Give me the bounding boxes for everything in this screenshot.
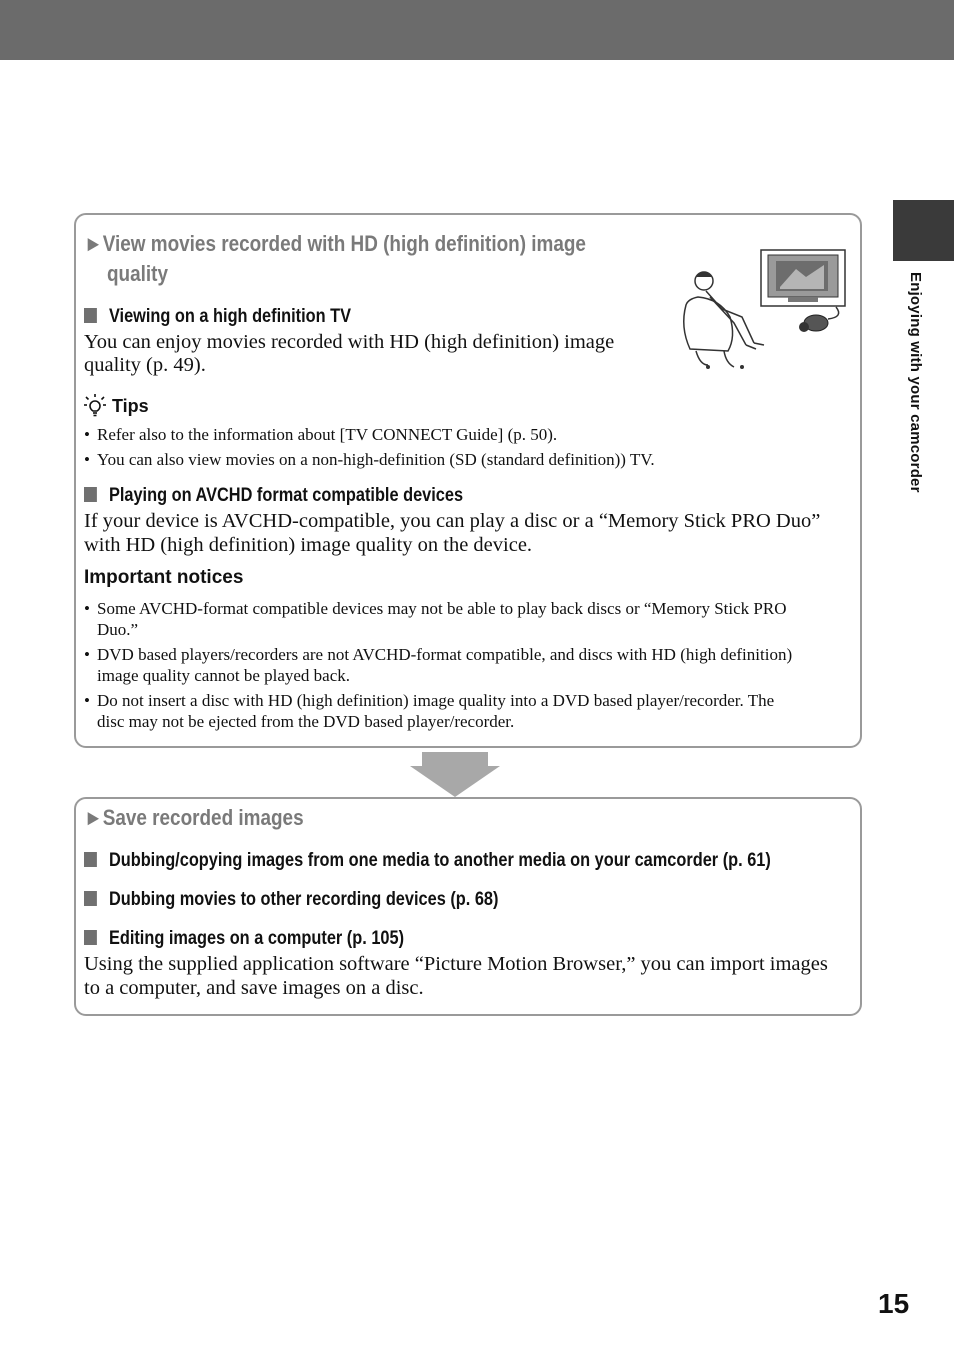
play-triangle-icon: ►: [84, 231, 103, 256]
save-item-editing-computer: Editing images on a computer (p. 105): [84, 927, 404, 951]
save-item-dubbing-movies: Dubbing movies to other recording devices (p. 68): [84, 888, 498, 912]
save-item-dubbing-copying: Dubbing/copying images from one media to another media on your camcorder (p. 61): [84, 849, 771, 873]
tip-item: • Refer also to the information about [TV CONNECT Guide] (p. 50).: [84, 424, 655, 445]
save-heading: ►Save recorded images: [84, 805, 304, 830]
viewing-hd-tv-text-line2: quality (p. 49).: [84, 354, 206, 376]
save-desc-line1: Using the supplied application software “Picture Motion Browser,” you can import images: [84, 953, 828, 975]
tips-header: Tips: [84, 394, 149, 418]
notice-item: • DVD based players/recorders are not AVCHD-format compatible, and discs with HD (high definition) image quality cannot be played back.: [84, 644, 792, 686]
person-watching-tv-illustration: [676, 247, 854, 375]
hd-heading-line2: quality: [107, 261, 168, 286]
important-notices-list: [84, 598, 792, 732]
save-desc-line2: to a computer, and save images on a disc.: [84, 977, 424, 999]
play-triangle-icon: ►: [84, 805, 103, 830]
square-bullet-icon: [84, 930, 97, 945]
lightbulb-icon: [84, 394, 106, 418]
top-bar: [0, 0, 954, 60]
down-arrow-icon: [410, 752, 500, 797]
hd-heading-line1: ►View movies recorded with HD (high definition) image: [84, 231, 586, 256]
square-bullet-icon: [84, 852, 97, 867]
avchd-title: Playing on AVCHD format compatible devices: [84, 484, 463, 508]
viewing-hd-tv-text-line1: You can enjoy movies recorded with HD (high definition) image: [84, 331, 615, 353]
tips-list: [84, 424, 655, 470]
side-tab: [893, 200, 954, 261]
notice-item: • Do not insert a disc with HD (high definition) image quality into a DVD based player/recorder. The disc may not be ejected from the DVD based player/recorder.: [84, 690, 792, 732]
notice-item: • Some AVCHD-format compatible devices may not be able to play back discs or “Memory Stick PRO Duo.”: [84, 598, 792, 640]
viewing-hd-tv-title: Viewing on a high definition TV: [84, 305, 351, 329]
side-label: Enjoying with your camcorder: [907, 272, 924, 493]
avchd-text-line2: with HD (high definition) image quality on the device.: [84, 534, 533, 556]
avchd-text-line1: If your device is AVCHD-compatible, you can play a disc or a “Memory Stick PRO Duo”: [84, 510, 821, 532]
square-bullet-icon: [84, 891, 97, 906]
square-bullet-icon: [84, 308, 97, 323]
tip-item: • You can also view movies on a non-high-definition (SD (standard definition)) TV.: [84, 449, 655, 470]
page-number: 15: [878, 1288, 910, 1319]
square-bullet-icon: [84, 487, 97, 502]
important-notices-title: Important notices: [84, 567, 244, 588]
